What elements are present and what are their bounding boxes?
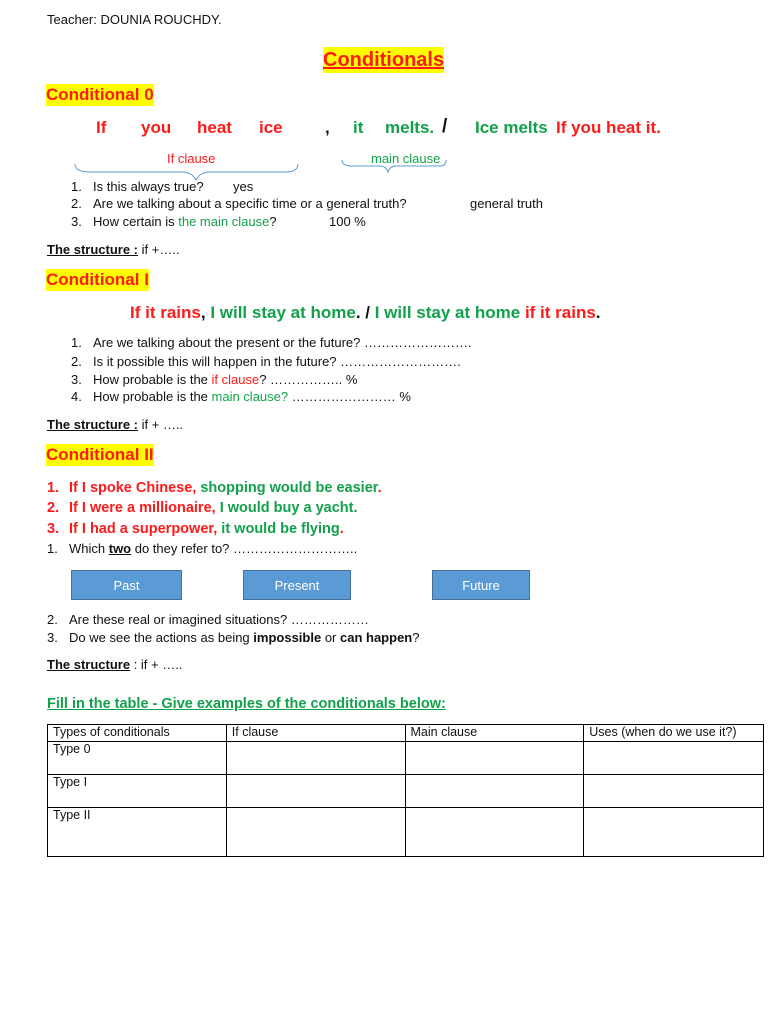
cond2-example-3 [47,521,344,537]
ex-num: 3. [47,521,60,537]
q-text: Are these real or imagined situations? ……………… [69,612,369,627]
word-it: it [353,118,364,137]
word-you: you [141,118,172,137]
structure-value: if + ….. [138,417,184,432]
q-text: Are we talking about a specific time or a general truth? [93,196,407,211]
cond2-q3 [47,630,419,645]
cond1-q1 [71,335,472,350]
q-bold: two [108,541,132,556]
structure-label: The structure [47,657,131,672]
ex-end: . [595,303,601,322]
cond2-heading: Conditional II [46,445,154,464]
header-uses: Uses (when do we use it?) [584,725,764,742]
cond0-structure [47,242,180,257]
row-type-2: Type II [48,808,227,857]
cond1-q4 [71,389,411,404]
table-instruction: Fill in the table - Give examples of the conditionals below: [47,696,446,712]
q-text: How certain is [93,214,179,229]
ex-if2: if it rains [520,303,596,322]
ex-end: . [377,480,382,496]
cond2-q2 [47,612,369,627]
q-text-end: ? [269,214,277,229]
q-bold-impossible: impossible [253,630,322,645]
q-green: the main clause [178,214,270,229]
row-type-0: Type 0 [48,742,227,775]
word-ice: ice [259,118,283,137]
present-button[interactable]: Present [243,570,351,600]
header-main-clause: Main clause [405,725,584,742]
teacher-name: Teacher: DOUNIA ROUCHDY. [47,12,222,27]
word-heat: heat [197,118,232,137]
cond2-example-1 [47,480,382,496]
ex-if: If I spoke Chinese, [69,480,197,496]
cond1-example [130,303,601,323]
table-header-row [48,725,764,742]
cond0-q1 [71,179,204,194]
cell-uses[interactable] [584,808,764,857]
cond1-q3 [71,372,357,387]
ex-if: If I had a superpower, [69,521,218,537]
word-if: If [96,118,107,137]
cell-main-clause[interactable] [405,808,584,857]
q-text-end: ? [412,630,420,645]
table-row [48,775,764,808]
q-text: How probable is the [93,389,212,404]
ex-main: it would be flying [217,521,340,537]
if-clause-label: If clause [167,151,216,166]
cond1-structure [47,417,183,432]
q-colored: if clause [211,372,260,387]
ex-main: I will stay at home [205,303,356,322]
q-text-end: do they refer to? ……………………….. [131,541,358,556]
table-row [48,808,764,857]
structure-label: The structure : [47,242,139,257]
q-num: 2. [47,612,58,627]
structure-value: if +….. [138,242,180,257]
cond2-example-2 [47,500,357,516]
cond0-q2-answer: general truth [470,196,543,211]
cond0-q1-answer: yes [233,179,254,194]
ex-main: shopping would be easier [196,480,378,496]
cond1-q2 [71,354,461,369]
row-type-1: Type I [48,775,227,808]
main-clause-label: main clause [371,151,441,166]
cell-uses[interactable] [584,775,764,808]
q-text: Is this always true? [93,179,204,194]
q-text: Which [69,541,109,556]
ex-if: If it rains [130,303,201,322]
q-text: Is it possible this will happen in the future? ………………………. [93,354,461,369]
past-button[interactable]: Past [71,570,182,600]
comma: , [325,118,330,137]
ex-comma: , [200,303,206,322]
ex-num: 2. [47,500,60,516]
cond2-structure [47,657,182,672]
ex-end: . [339,521,344,537]
q-num: 1. [47,541,58,556]
cell-uses[interactable] [584,742,764,775]
q-num: 3. [71,214,82,229]
q-bold-can-happen: can happen [340,630,413,645]
word-melts: melts. [385,118,435,137]
conditionals-table [47,724,764,857]
q-colored: main clause? [211,389,289,404]
q-num: 1. [71,335,82,350]
cond2-q1 [47,541,357,556]
ex-slash: . / [355,303,375,322]
cell-if-clause[interactable] [226,808,405,857]
header-if-clause: If clause [226,725,405,742]
q-text: How probable is the [93,372,212,387]
ex-main: I would buy a yacht. [215,500,358,516]
q-num: 4. [71,389,82,404]
q-text-end: …………………… % [288,389,411,404]
cond0-q3-answer: 100 % [329,214,366,229]
cell-main-clause[interactable] [405,775,584,808]
ex-main2: I will stay at home [374,303,521,322]
slash: / [442,116,448,137]
structure-value: : if + ….. [130,657,183,672]
reverse-main: Ice melts [475,118,548,137]
q-num: 3. [47,630,58,645]
cond0-q3 [71,214,277,229]
ex-if: If I were a millionaire, [69,500,216,516]
header-types: Types of conditionals [48,725,227,742]
ex-num: 1. [47,480,60,496]
cell-main-clause[interactable] [405,742,584,775]
page-title: Conditionals [323,49,445,71]
q-num: 3. [71,372,82,387]
q-text-mid: or [321,630,340,645]
q-num: 2. [71,196,82,211]
q-num: 1. [71,179,82,194]
cond0-heading: Conditional 0 [46,85,154,104]
q-text-end: ? …………….. % [259,372,358,387]
cond0-q2 [71,196,407,211]
q-text: Do we see the actions as being [69,630,254,645]
cond1-heading: Conditional I [46,270,149,289]
q-text: Are we talking about the present or the future? ……………………. [93,335,472,350]
cell-if-clause[interactable] [226,742,405,775]
cell-if-clause[interactable] [226,775,405,808]
q-num: 2. [71,354,82,369]
structure-label: The structure : [47,417,139,432]
table-row [48,742,764,775]
reverse-if: If you heat it. [556,118,661,137]
future-button[interactable]: Future [432,570,530,600]
